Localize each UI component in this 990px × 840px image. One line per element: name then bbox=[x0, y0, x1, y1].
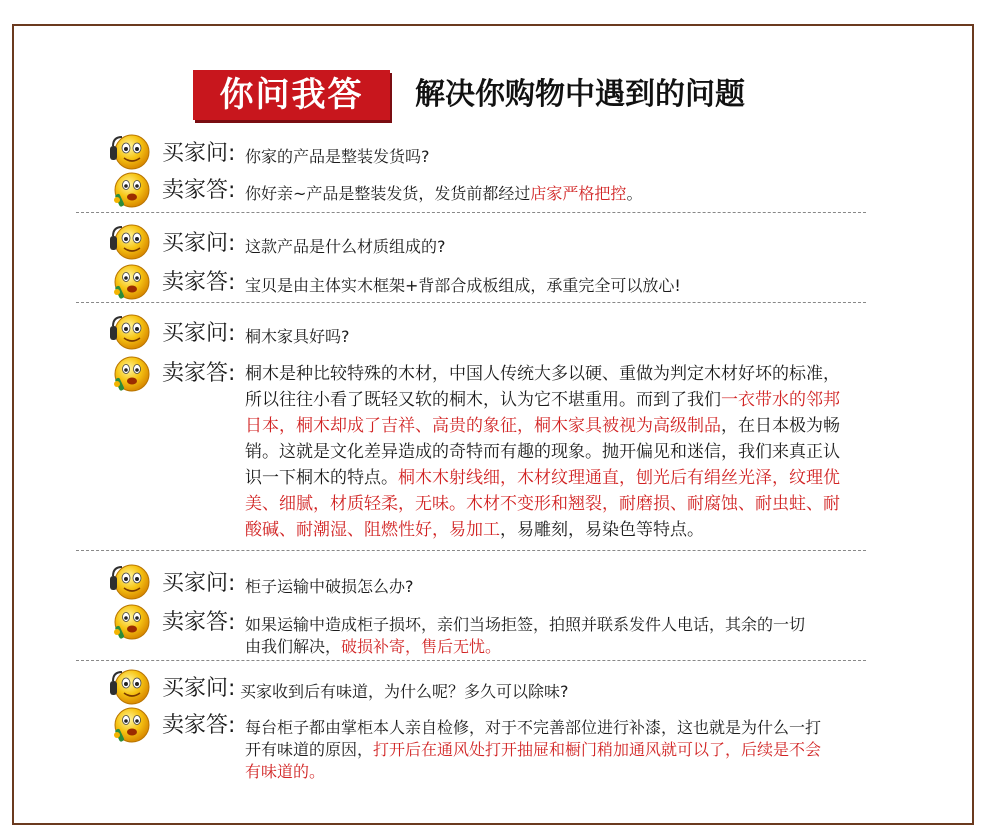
seller-emoji-icon bbox=[108, 602, 152, 642]
answer-highlight: 一衣带水的邻邦日本，桐木却成了吉祥、高贵的象征，桐木家具被视为高级制品 bbox=[245, 390, 840, 436]
divider bbox=[76, 302, 866, 303]
answer-text bbox=[245, 614, 815, 658]
answer-highlight: 桐木木射线细，木材纹理通直，刨光后有绢丝光泽，纹理优美、细腻，材质轻柔，无味。木材不变形和翘裂，耐磨损、耐腐蚀、耐虫蛀、耐酸碱、耐潮湿、阻燃性好，易加工 bbox=[245, 468, 840, 540]
seller-label: 卖家答: bbox=[162, 361, 236, 386]
answer-text bbox=[245, 717, 825, 783]
answer-end: 。 bbox=[626, 184, 643, 203]
page-title: 解决你购物中遇到的问题 bbox=[415, 77, 745, 112]
buyer-label: 买家问: bbox=[162, 141, 236, 166]
seller-label: 卖家答: bbox=[162, 270, 236, 295]
seller-label: 卖家答: bbox=[162, 178, 236, 203]
seller-emoji-icon bbox=[108, 170, 152, 210]
answer-plain: 你好亲~产品是整装发货，发货前都经过 bbox=[245, 184, 531, 203]
divider bbox=[76, 550, 866, 551]
question-text: 桐木家具好吗? bbox=[245, 327, 350, 346]
answer-highlight: 打开后在通风处打开抽屉和橱门稍加通风就可以了，后续是不会有味道的。 bbox=[245, 740, 822, 781]
answer-plain: 桐木是种比较特殊的木材，中国人传统大多以硬、重做为判定木材好坏的标准，所以往往小看了既轻又软的桐木，认为它不堪重用。而到了我们 bbox=[245, 364, 840, 410]
buyer-emoji-icon bbox=[108, 312, 152, 352]
question-text: 柜子运输中破损怎么办? bbox=[245, 577, 414, 596]
divider bbox=[76, 212, 866, 213]
buyer-label: 买家问: bbox=[162, 676, 236, 701]
seller-label: 卖家答: bbox=[162, 713, 236, 738]
answer-end: ，易雕刻，易染色等特点。 bbox=[500, 520, 704, 540]
answer-highlight: 店家严格把控 bbox=[530, 184, 627, 203]
answer-text: 宝贝是由主体实木框架+背部合成板组成，承重完全可以放心! bbox=[245, 276, 681, 295]
answer-highlight: 破损补寄，售后无忧。 bbox=[341, 637, 502, 656]
seller-label: 卖家答: bbox=[162, 610, 236, 635]
answer-plain: 每台柜子都由掌柜本人亲自检修，对于不完善部位进行补漆，这也就是为什么一打开有味道的原因， bbox=[245, 718, 822, 759]
seller-emoji-icon bbox=[108, 705, 152, 745]
answer-text bbox=[245, 361, 843, 543]
question-text: 这款产品是什么材质组成的? bbox=[245, 237, 446, 256]
buyer-label: 买家问: bbox=[162, 321, 236, 346]
answer-text bbox=[245, 183, 642, 205]
buyer-emoji-icon bbox=[108, 222, 152, 262]
buyer-emoji-icon bbox=[108, 132, 152, 172]
seller-emoji-icon bbox=[108, 262, 152, 302]
buyer-emoji-icon bbox=[108, 667, 152, 707]
buyer-label: 买家问: bbox=[162, 231, 236, 256]
qa-badge: 你问我答 bbox=[193, 70, 390, 120]
seller-emoji-icon bbox=[108, 354, 152, 394]
header bbox=[193, 70, 793, 120]
question-text: 你家的产品是整装发货吗? bbox=[245, 147, 430, 166]
question-text: 买家收到后有味道，为什么呢？多久可以除味? bbox=[240, 682, 569, 701]
buyer-label: 买家问: bbox=[162, 571, 236, 596]
answer-plain: ，在日本极为畅销。这就是文化差异造成的奇特而有趣的现象。抛开偏见和迷信，我们来真正认识一下桐木的特点。 bbox=[245, 416, 840, 488]
divider bbox=[76, 660, 866, 661]
answer-plain: 如果运输中造成柜子损坏，亲们当场拒签，拍照并联系发件人电话，其余的一切由我们解决， bbox=[245, 615, 806, 656]
buyer-emoji-icon bbox=[108, 562, 152, 602]
